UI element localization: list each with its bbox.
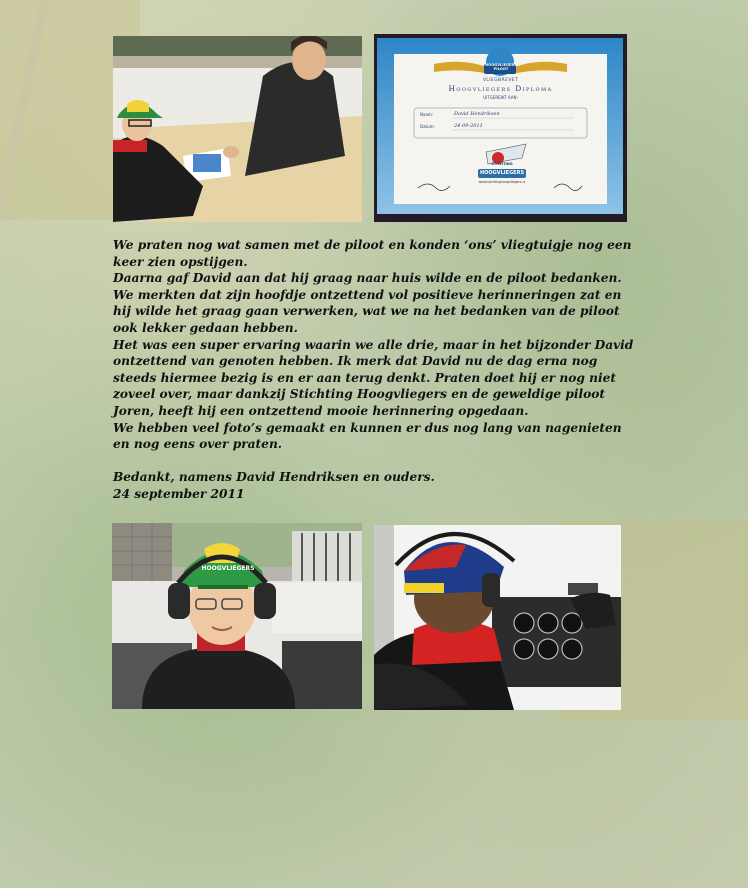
diploma-website: www.stichtinghoogvliegers.nl <box>478 180 526 184</box>
photo-boy-headset <box>112 523 362 709</box>
signature-date: 24 september 2011 <box>113 486 245 501</box>
paragraph-gap <box>113 453 641 470</box>
diploma-foundation-top: STICHTING <box>491 162 513 166</box>
diploma-name-value: David Hendriksen <box>454 111 500 117</box>
cap-text: HOOGVLIEGERS <box>201 565 255 572</box>
diploma-title: Hoogvliegers Diploma <box>448 84 553 93</box>
story-paragraph: Het was een super ervaring waarin we alle drie, maar in het bijzonder David ontzettend van genoten hebben. Ik merk dat David nu de dag erna nog steeds hiermee bezig is en er aan terug denkt. Praten doet hij er nog niet zoveel over, maar dankzij Stichting Hoogvliegers en de geweldige piloot Joren, heeft hij een ontzettend mooie herinnering opgedaan. <box>113 337 634 418</box>
story-paragraph: Daarna gaf David aan dat hij graag naar huis wilde en de piloot bedanken. We merkten dat zijn hoofdje ontzettend vol positieve herinneringen zat en hij wilde het graag gaan verwerken, wat we na het bedanken van de piloot ook lekker gedaan hebben. <box>113 271 622 335</box>
diploma-date-label: Datum: <box>420 124 435 129</box>
diploma-issued-to: UITGEREIKT AAN: <box>483 95 518 100</box>
diploma-subtitle: VLIEGBREVET <box>482 78 519 83</box>
photo-handshake <box>113 36 362 222</box>
signature-line: Bedankt, namens David Hendriksen en ouders. <box>113 470 435 485</box>
story-paragraph: We praten nog wat samen met de piloot en konden ‘ons’ vliegtuigje nog een keer zien opstijgen. <box>113 238 632 269</box>
story-text <box>113 237 641 503</box>
photo-diploma <box>374 34 627 222</box>
diploma-logo: HOOGVLIEGERS PILOOT <box>485 63 517 72</box>
diploma-name-label: Naam: <box>420 112 434 117</box>
story-paragraph: We hebben veel foto’s gemaakt en kunnen er dus nog lang van nagenieten en nog eens over praten. <box>113 420 622 452</box>
diploma-foundation-name: HOOGVLIEGERS <box>479 170 525 176</box>
photo-cockpit <box>374 525 621 710</box>
diploma-date-value: 24-09-2011 <box>454 123 483 129</box>
